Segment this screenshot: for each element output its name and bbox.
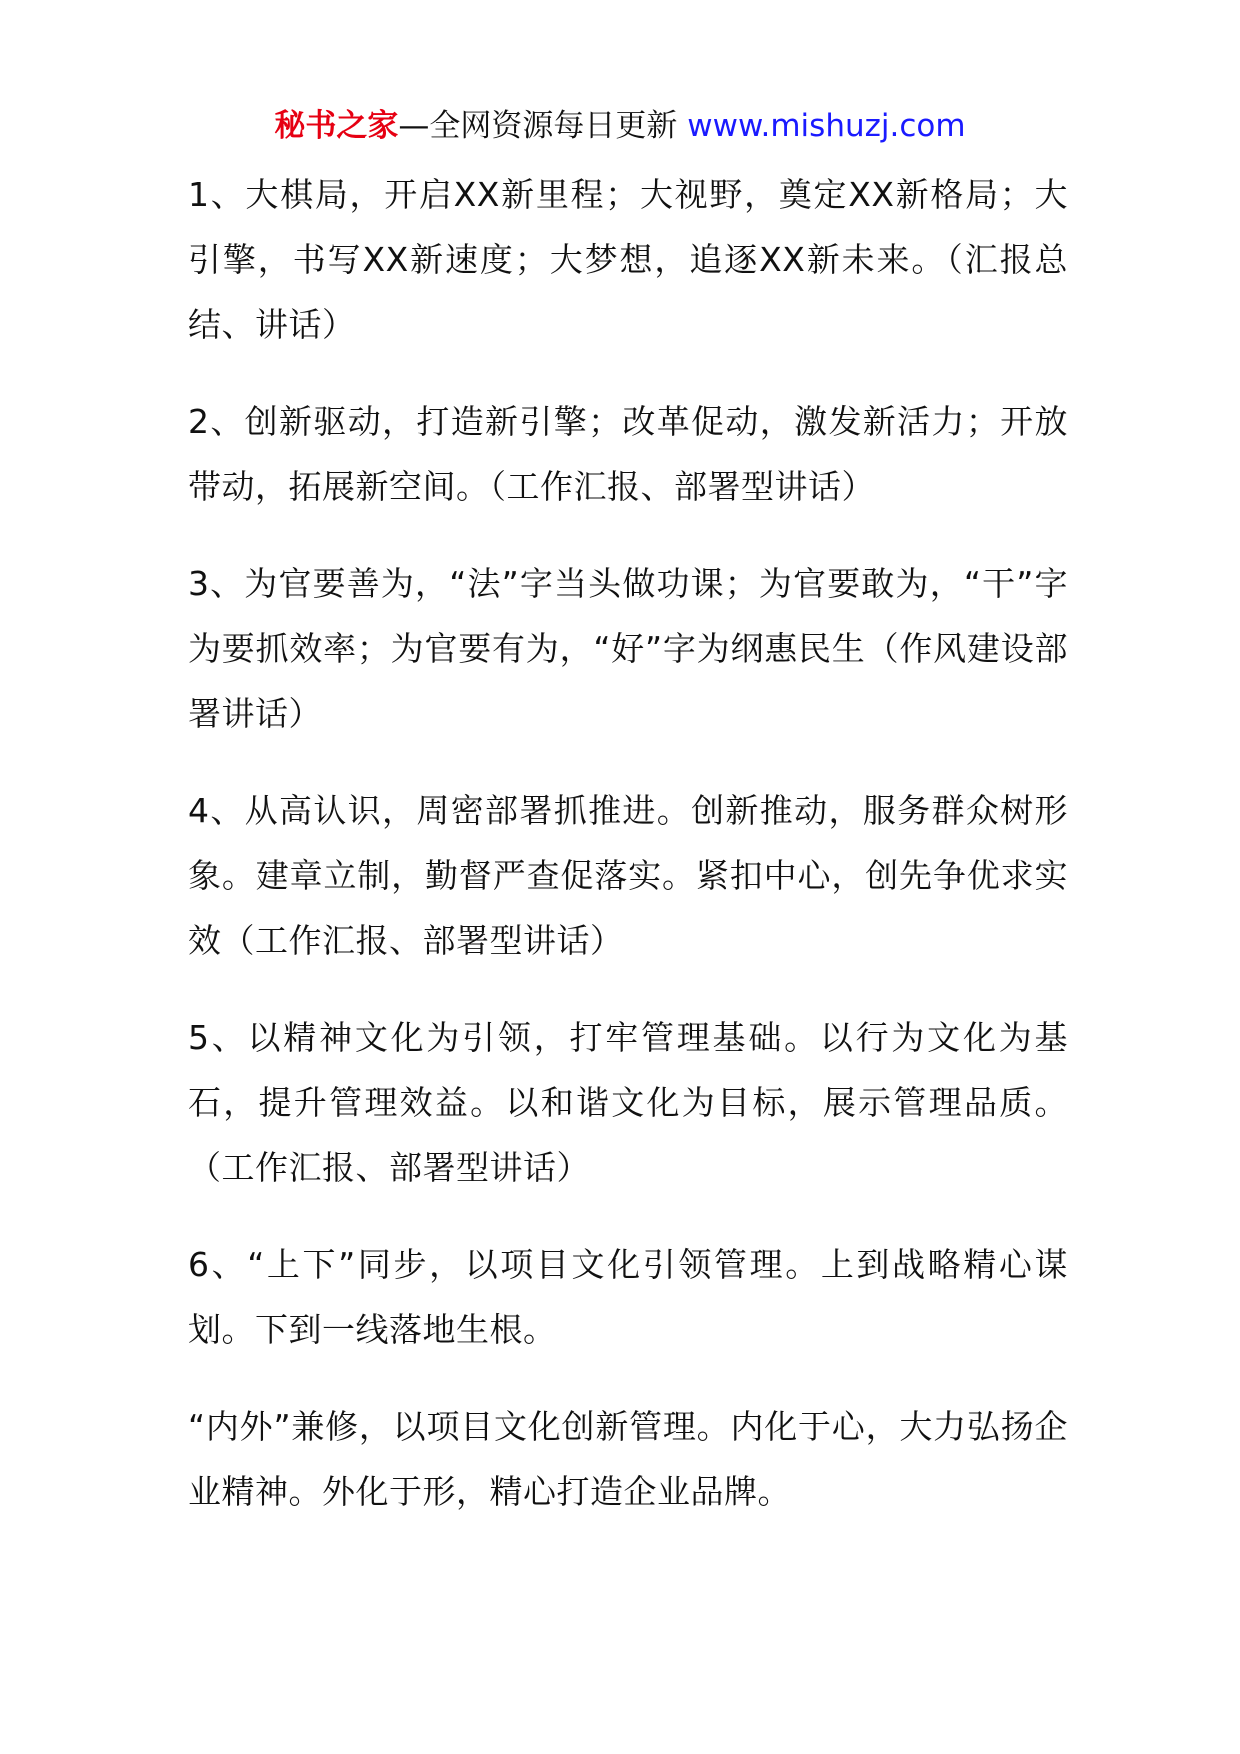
paragraph-3: 3、为官要善为，“法”字当头做功课；为官要敢为，“干”字为要抓效率；为官要有为，“好”字为纲惠民生（作风建设部署讲话） <box>188 564 1068 733</box>
paragraph-6: 6、“上下”同步，以项目文化引领管理。上到战略精心谋划。下到一线落地生根。 <box>188 1245 1068 1349</box>
paragraph-5: 5、以精神文化为引领，打牢管理基础。以行为文化为基石，提升管理效益。以和谐文化为目标，展示管理品质。（工作汇报、部署型讲话） <box>188 1018 1068 1187</box>
page-header <box>0 104 1240 148</box>
header-tagline: —全网资源每日更新 <box>398 108 678 144</box>
paragraph-7: “内外”兼修，以项目文化创新管理。内化于心，大力弘扬企业精神。外化于形，精心打造企业品牌。 <box>188 1407 1068 1511</box>
site-url-link[interactable]: www.mishuzj.com <box>687 108 966 144</box>
brand-name: 秘书之家 <box>274 108 399 144</box>
paragraph-4: 4、从高认识，周密部署抓推进。创新推动，服务群众树形象。建章立制，勤督严查促落实。紧扣中心，创先争优求实效（工作汇报、部署型讲话） <box>188 791 1068 960</box>
paragraph-1: 1、大棋局，开启XX新里程；大视野，奠定XX新格局；大引擎，书写XX新速度；大梦想，追逐XX新未来。（汇报总结、讲话） <box>188 175 1068 344</box>
document-body <box>188 162 1068 1556</box>
paragraph-2: 2、创新驱动，打造新引擎；改革促动，激发新活力；开放带动，拓展新空间。（工作汇报、部署型讲话） <box>188 402 1068 506</box>
